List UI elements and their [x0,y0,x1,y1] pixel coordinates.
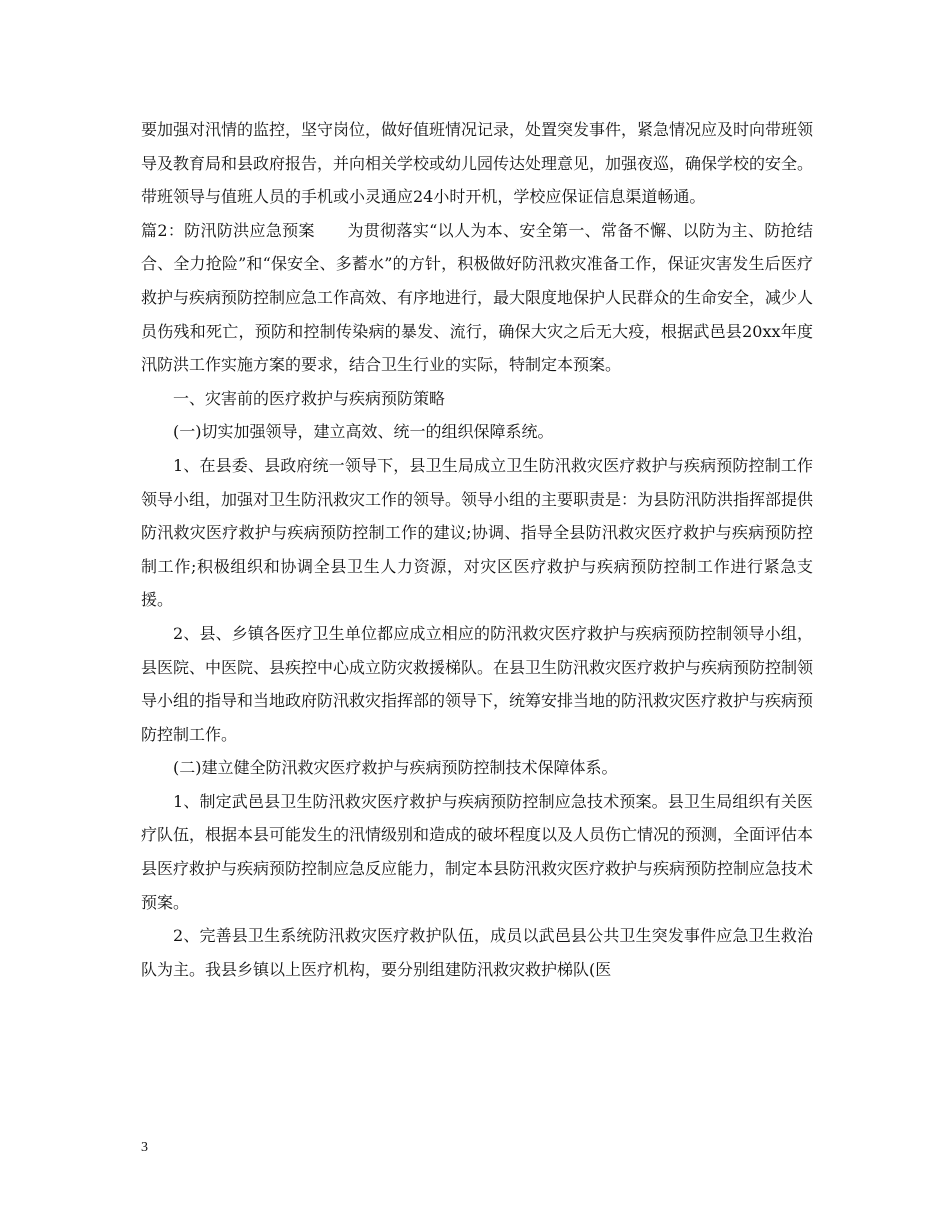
paragraph-6: 2、完善县卫生系统防汛救灾医疗救护队伍，成员以武邑县公共卫生突发事件应急卫生救治队为主。我县乡镇以上医疗机构，要分别组建防汛救灾救护梯队(医 [141,926,813,979]
page-number: 3 [141,1140,148,1155]
section-heading-1: 一、灾害前的医疗救护与疾病预防策略 [173,388,446,408]
paragraph-4: 2、县、乡镇各医疗卫生单位都应成立相应的防汛救灾医疗救护与疾病预防控制领导小组，县医院、中医院、县疾控中心成立防灾救援梯队。在县卫生防汛救灾医疗救护与疾病预防控制领导小组的指导和当地政府防汛救灾指挥部的领导下，统筹安排当地的防汛救灾医疗救护与疾病预防控制工作。 [141,623,814,744]
subsection-heading-2: (二)建立健全防汛救灾医疗救护与疾病预防控制技术保障体系。 [173,758,618,778]
paragraph-1: 要加强对汛情的监控，坚守岗位，做好值班情况记录，处置突发事件，紧急情况应及时向带班领导及教育局和县政府报告，并向相关学校或幼儿园传达处理意见，加强夜巡，确保学校的安全。带班领导与值班人员的手机或小灵通应24小时开机，学校应保证信息渠道畅通。 [141,120,814,207]
paragraph-2: 篇2：防汛防洪应急预案 为贯彻落实“以人为本、安全第一、常备不懈、以防为主、防抢结合、全力抢险”和“保安全、多蓄水”的方针，积极做好防汛救灾准备工作，保证灾害发生后医疗救护与疾病预防控制应急工作高效、有序地进行，最大限度地保护人民群众的生命安全，减少人员伤残和死亡，预防和控制传染病的暴发、流行，确保大灾之后无大疫，根据武邑县20xx年度汛防洪工作实施方案的要求，结合卫生行业的实际，特制定本预案。 [141,220,814,375]
paragraph-3: 1、在县委、县政府统一领导下，县卫生局成立卫生防汛救灾医疗救护与疾病预防控制工作领导小组，加强对卫生防汛救灾工作的领导。领导小组的主要职责是：为县防汛防洪指挥部提供防汛救灾医疗救护与疾病预防控制工作的建议;协调、指导全县防汛救灾医疗救护与疾病预防控制工作;积极组织和协调全县卫生人力资源，对灾区医疗救护与疾病预防控制工作进行紧急支援。 [141,455,814,610]
document-body [141,113,813,986]
paragraph-5: 1、制定武邑县卫生防汛救灾医疗救护与疾病预防控制应急技术预案。县卫生局组织有关医疗队伍，根据本县可能发生的汛情级别和造成的破坏程度以及人员伤亡情况的预测，全面评估本县医疗救护与疾病预防控制应急反应能力，制定本县防汛救灾医疗救护与疾病预防控制应急技术预案。 [141,791,814,912]
subsection-heading-1: (一)切实加强领导，建立高效、统一的组织保障系统。 [173,422,554,442]
